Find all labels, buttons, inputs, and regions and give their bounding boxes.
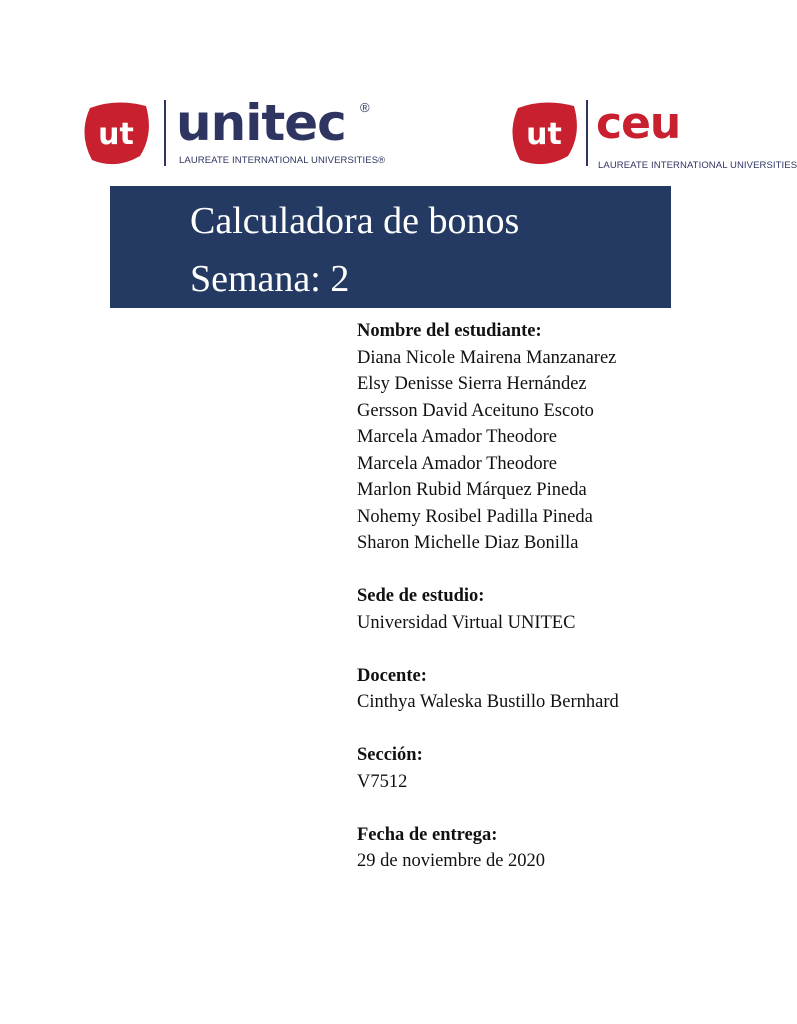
unitec-logo (80, 94, 386, 172)
campus-value: Universidad Virtual UNITEC (357, 612, 576, 633)
ceutec-logo (508, 96, 797, 172)
student-name: Nohemy Rosibel Padilla Pineda (357, 506, 593, 527)
student-name: Marcela Amador Theodore (357, 453, 557, 474)
due-date-value: 29 de noviembre de 2020 (357, 851, 546, 871)
ceutec-tagline: LAUREATE INTERNATIONAL UNIVERSITIES (598, 160, 797, 171)
students-label: Nombre del estudiante: (357, 321, 542, 341)
campus-section (357, 583, 757, 636)
unitec-wordmark: unitec (176, 94, 346, 152)
ut-badge-icon (508, 100, 580, 166)
badge-text: ut (98, 117, 134, 152)
ut-badge-icon (80, 100, 152, 166)
ceutec-wordmark: ceu (596, 98, 681, 149)
class-section (357, 742, 757, 795)
student-name: Elsy Denisse Sierra Hernández (357, 374, 587, 394)
week-label: Semana: 2 (190, 258, 350, 300)
logo-divider (586, 100, 588, 166)
title-banner (110, 186, 671, 308)
due-date-section (357, 822, 757, 875)
campus-label: Sede de estudio: (357, 586, 485, 606)
teacher-value: Cinthya Waleska Bustillo Bernhard (357, 692, 619, 712)
registered-mark: ® (360, 100, 370, 115)
student-name: Marcela Amador Theodore (357, 427, 557, 447)
document-title: Calculadora de bonos (190, 200, 520, 242)
student-name: Diana Nicole Mairena Manzanarez (357, 347, 617, 368)
unitec-tagline: LAUREATE INTERNATIONAL UNIVERSITIES® (179, 155, 386, 166)
students-section (357, 318, 757, 557)
teacher-section (357, 663, 757, 716)
logo-divider (164, 100, 166, 166)
student-name: Sharon Michelle Diaz Bonilla (357, 533, 579, 553)
due-date-label: Fecha de entrega: (357, 824, 498, 845)
student-name: Marlon Rubid Márquez Pineda (357, 480, 587, 500)
student-name: Gersson David Aceituno Escoto (357, 400, 594, 421)
teacher-label: Docente: (357, 665, 427, 686)
cover-info (357, 318, 757, 901)
badge-text: ut (526, 117, 562, 152)
section-value: V7512 (357, 771, 408, 792)
section-label: Sección: (357, 745, 423, 765)
